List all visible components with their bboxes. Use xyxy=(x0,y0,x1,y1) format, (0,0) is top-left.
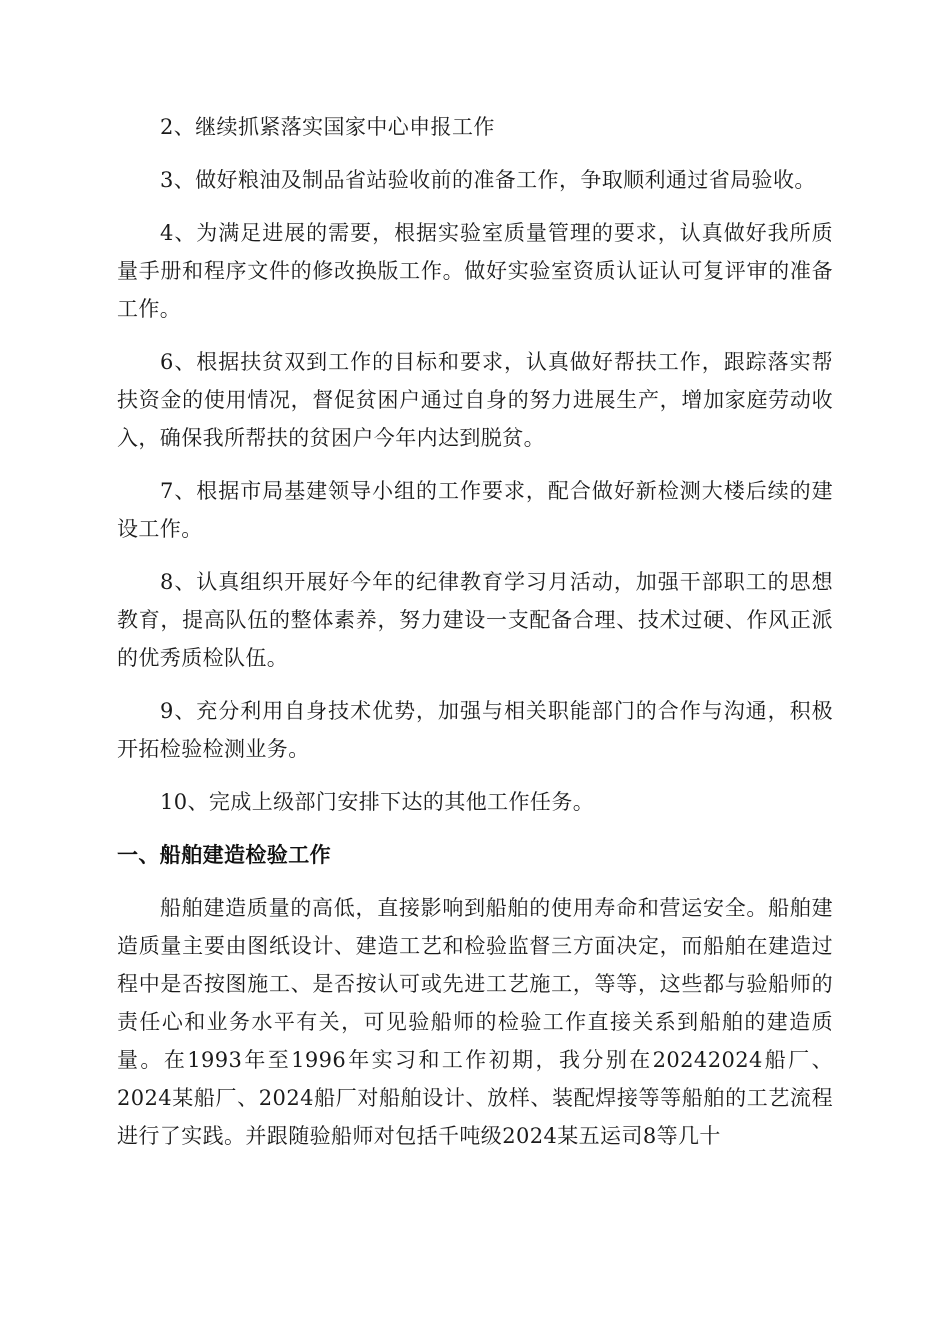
section-heading: 一、船舶建造检验工作 xyxy=(117,843,331,867)
list-item-8: 8、认真组织开展好今年的纪律教育学习月活动，加强干部职工的思想教育，提高队伍的整体素养，努力建设一支配备合理、技术过硬、作风正派的优秀质检队伍。 xyxy=(117,570,833,670)
list-item-10: 10、完成上级部门安排下达的其他工作任务。 xyxy=(160,790,595,814)
list-item-6: 6、根据扶贫双到工作的目标和要求，认真做好帮扶工作，跟踪落实帮扶资金的使用情况，督促贫困户通过自身的努力进展生产，增加家庭劳动收入，确保我所帮扶的贫困户今年内达到脱贫。 xyxy=(117,350,833,450)
list-item-7: 7、根据市局基建领导小组的工作要求，配合做好新检测大楼后续的建设工作。 xyxy=(117,479,833,541)
list-item-2: 2、继续抓紧落实国家中心申报工作 xyxy=(160,115,495,139)
list-item-9: 9、充分利用自身技术优势，加强与相关职能部门的合作与沟通，积极开拓检验检测业务。 xyxy=(117,699,833,761)
list-item-3: 3、做好粮油及制品省站验收前的准备工作，争取顺利通过省局验收。 xyxy=(160,168,816,192)
document-body xyxy=(117,108,833,1170)
section-paragraph: 船舶建造质量的高低，直接影响到船舶的使用寿命和营运安全。船舶建造质量主要由图纸设计、建造工艺和检验监督三方面决定，而船舶在建造过程中是否按图施工、是否按认可或先进工艺施工，等等，这些都与验船师的责任心和业务水平有关，可见验船师的检验工作直接关系到船舶的建造质量。在1993年至1996年实习和工作初期，我分别在20242024船厂、2024某船厂、2024船厂对船舶设计、放样、装配焊接等等船舶的工艺流程进行了实践。并跟随验船师对包括千吨级2024某五运司8等几十 xyxy=(117,896,833,1148)
list-item-4: 4、为满足进展的需要，根据实验室质量管理的要求，认真做好我所质量手册和程序文件的修改换版工作。做好实验室资质认证认可复评审的准备工作。 xyxy=(117,221,833,321)
